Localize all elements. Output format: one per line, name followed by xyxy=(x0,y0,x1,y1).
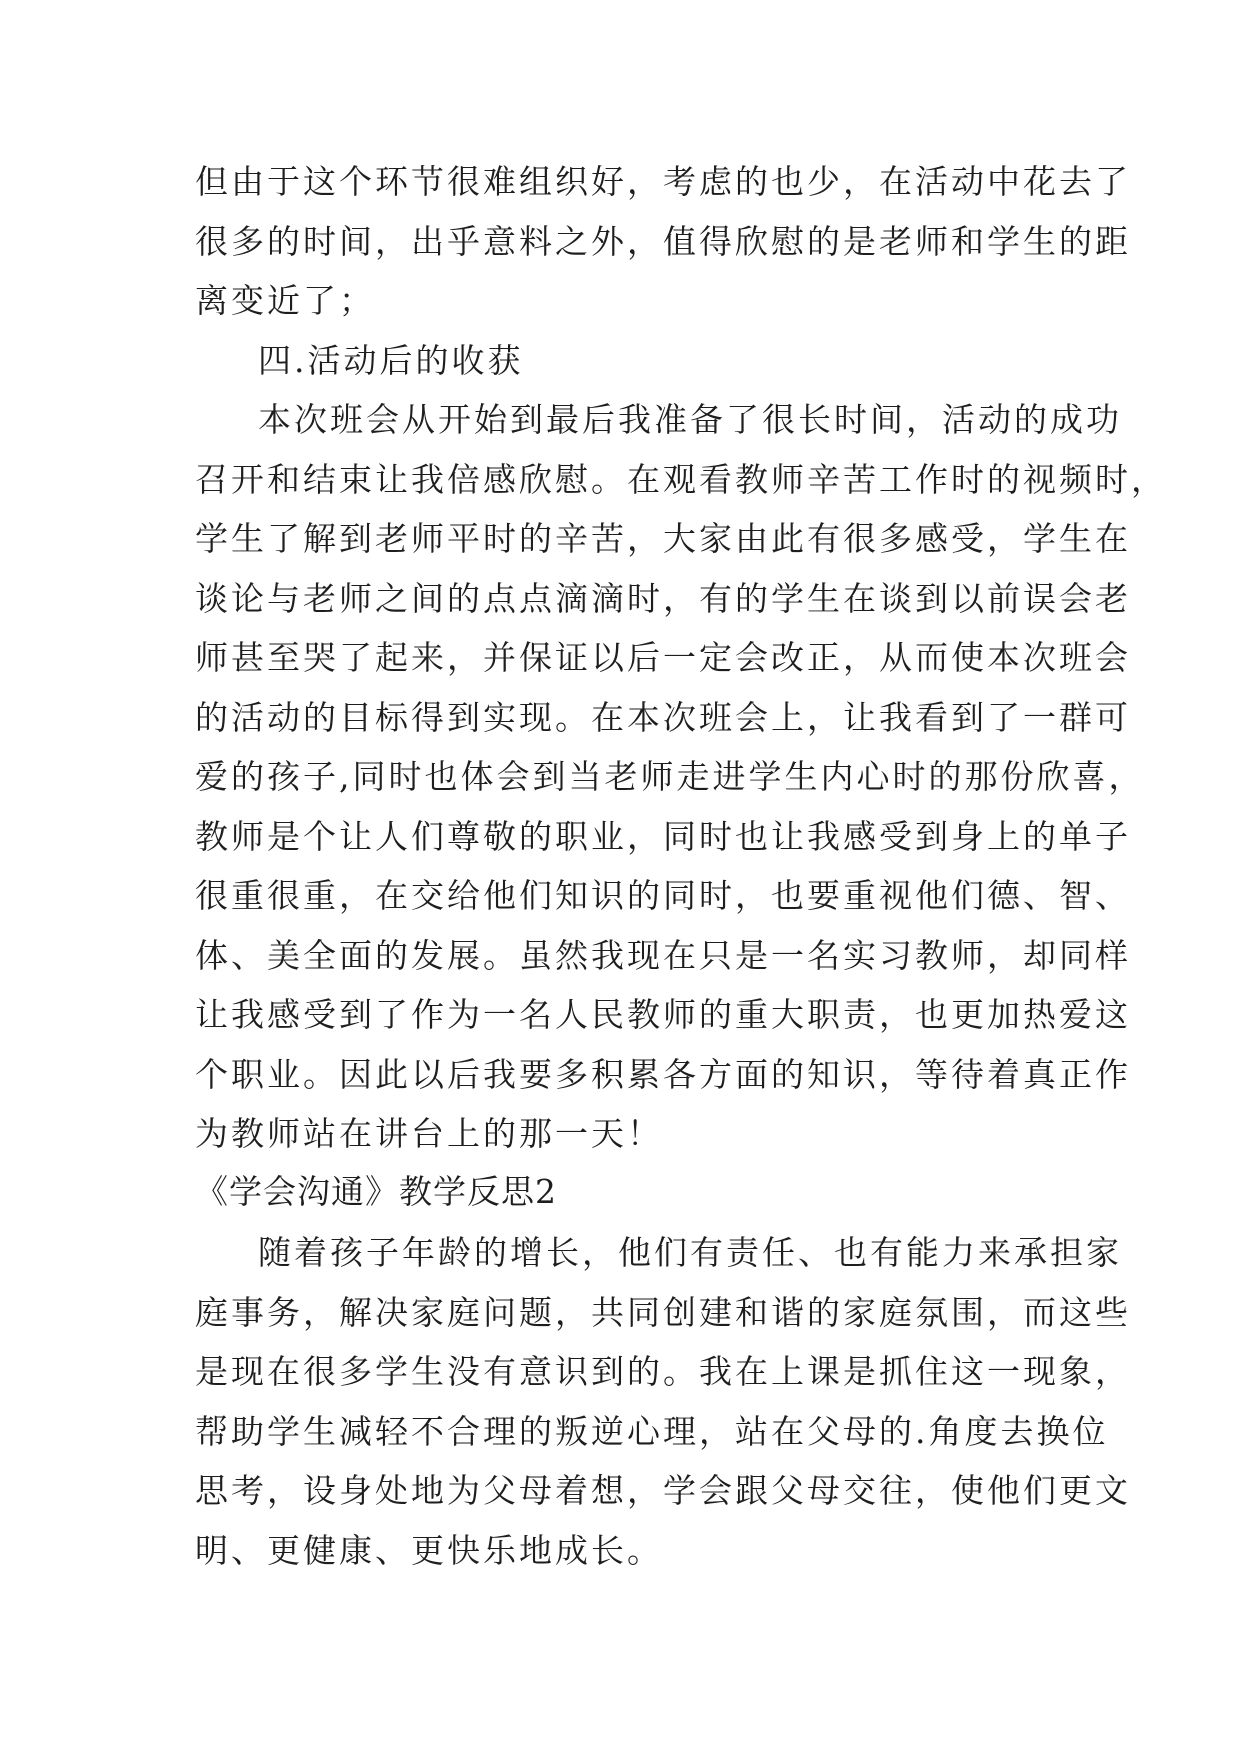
text-line: 明、更健康、更快乐地成长。 xyxy=(195,1531,663,1570)
text-line: 师甚至哭了起来，并保证以后一定会改正，从而使本次班会 xyxy=(195,638,1131,677)
text-line: 的活动的目标得到实现。在本次班会上，让我看到了一群可 xyxy=(195,698,1131,737)
text-line: 让我感受到了作为一名人民教师的重大职责，也更加热爱这 xyxy=(195,995,1131,1034)
text-line: 个职业。因此以后我要多积累各方面的知识，等待着真正作 xyxy=(195,1055,1131,1094)
text-line: 很重很重，在交给他们知识的同时，也要重视他们德、智、 xyxy=(195,876,1131,915)
text-line: 召开和结束让我倍感欣慰。在观看教师辛苦工作时的视频时， xyxy=(195,460,1167,499)
text-line: 本次班会从开始到最后我准备了很长时间，活动的成功 xyxy=(258,400,1122,439)
document-title: 《学会沟通》教学反思2 xyxy=(195,1172,557,1211)
text-line: 庭事务，解决家庭问题，共同创建和谐的家庭氛围，而这些 xyxy=(195,1293,1131,1332)
text-line: 教师是个让人们尊敬的职业，同时也让我感受到身上的单子 xyxy=(195,817,1131,856)
text-line: 帮助学生减轻不合理的叛逆心理，站在父母的.角度去换位 xyxy=(195,1412,1109,1451)
text-line: 爱的孩子,同时也体会到当老师走进学生内心时的那份欣喜， xyxy=(195,757,1145,796)
text-line: 为教师站在讲台上的那一天！ xyxy=(195,1114,663,1153)
text-line: 思考，设身处地为父母着想，学会跟父母交往，使他们更文 xyxy=(195,1471,1131,1510)
text-line: 学生了解到老师平时的辛苦，大家由此有很多感受，学生在 xyxy=(195,519,1131,558)
text-line: 是现在很多学生没有意识到的。我在上课是抓住这一现象， xyxy=(195,1352,1131,1391)
text-line: 随着孩子年龄的增长，他们有责任、也有能力来承担家 xyxy=(258,1233,1122,1272)
text-line: 很多的时间，出乎意料之外，值得欣慰的是老师和学生的距 xyxy=(195,222,1131,261)
text-line: 谈论与老师之间的点点滴滴时，有的学生在谈到以前误会老 xyxy=(195,579,1131,618)
text-line: 体、美全面的发展。虽然我现在只是一名实习教师，却同样 xyxy=(195,936,1131,975)
section-heading: 四.活动后的收获 xyxy=(258,341,524,380)
text-line: 但由于这个环节很难组织好，考虑的也少，在活动中花去了 xyxy=(195,162,1131,201)
text-line: 离变近了； xyxy=(195,281,375,320)
